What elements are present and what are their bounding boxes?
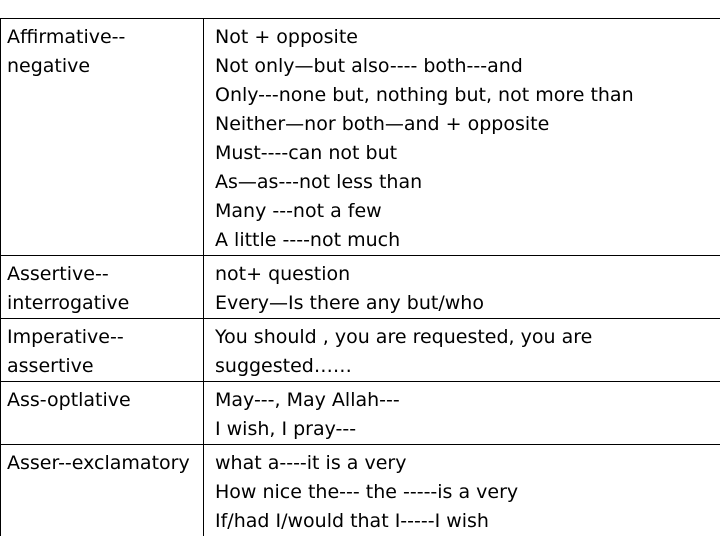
sentence-type-line: Imperative-- <box>7 326 124 348</box>
table-row <box>1 19 720 256</box>
sentence-type-line: Affirmative-- <box>7 26 126 48</box>
rule-line: not+ question <box>215 263 351 285</box>
sentence-type-line: Asser--exclamatory <box>7 452 190 474</box>
sentence-type-cell <box>1 382 204 445</box>
sentence-type-cell <box>1 445 204 537</box>
sentence-type-line: Ass-optlative <box>7 389 131 411</box>
rule-line: Not + opposite <box>215 26 358 48</box>
table-row <box>1 445 720 537</box>
table-row <box>1 256 720 319</box>
sentence-type-cell <box>1 256 204 319</box>
rule-line: Not only—but also---- both---and <box>215 55 523 77</box>
rule-line: May---, May Allah--- <box>215 389 400 411</box>
transformation-rules-table <box>0 18 720 536</box>
rule-line: A little ----not much <box>215 229 401 251</box>
rule-line: You should , you are requested, you are <box>215 326 593 348</box>
rule-line: what a----it is a very <box>215 452 407 474</box>
rule-line: Must----can not but <box>215 142 398 164</box>
rule-line: Every—Is there any but/who <box>215 292 484 314</box>
rule-line: Neither—nor both—and + opposite <box>215 113 550 135</box>
rule-line: I wish, I pray--- <box>215 418 357 440</box>
table-row <box>1 382 720 445</box>
sentence-type-line: interrogative <box>7 292 130 314</box>
rule-line: Many ---not a few <box>215 200 382 222</box>
sentence-type-cell <box>1 319 204 382</box>
sentence-type-line: assertive <box>7 355 94 377</box>
sentence-type-line: negative <box>7 55 91 77</box>
rules-cell <box>204 319 720 382</box>
rules-cell <box>204 445 720 537</box>
rule-line: Only---none but, nothing but, not more than <box>215 84 634 106</box>
sentence-type-line: Assertive-- <box>7 263 109 285</box>
rule-line: suggested…… <box>215 355 352 377</box>
sentence-type-cell <box>1 19 204 256</box>
rule-line: How nice the--- the -----is a very <box>215 481 519 503</box>
rule-line: If/had I/would that I-----I wish <box>215 510 489 532</box>
rules-cell <box>204 19 720 256</box>
table-row <box>1 319 720 382</box>
rule-line: As—as---not less than <box>215 171 423 193</box>
rules-cell <box>204 382 720 445</box>
rules-cell <box>204 256 720 319</box>
